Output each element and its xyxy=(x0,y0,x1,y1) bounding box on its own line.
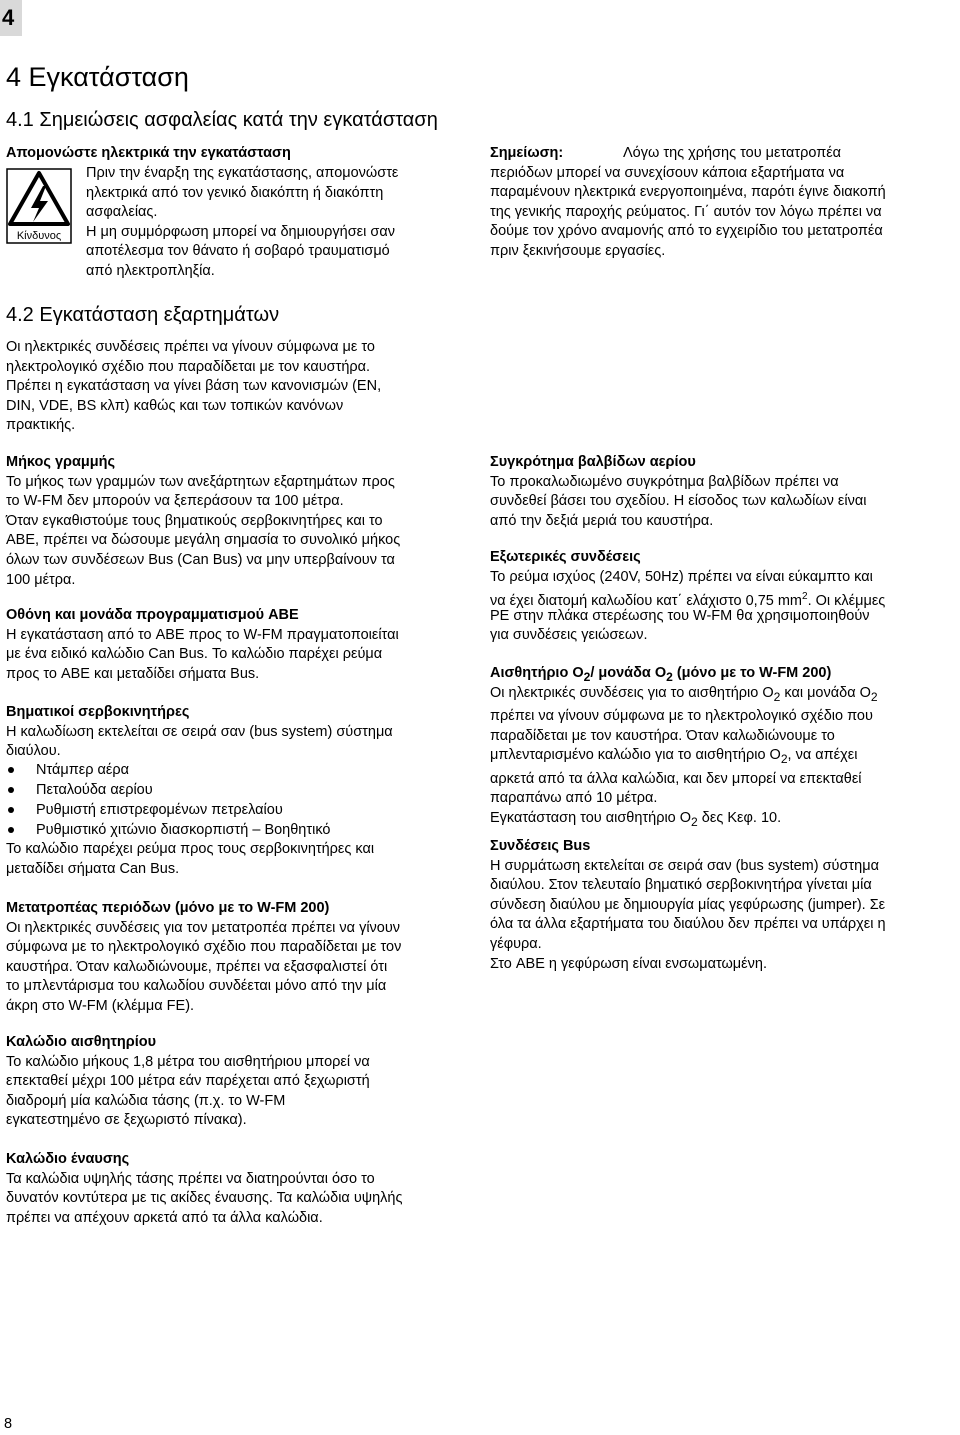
list-item xyxy=(6,780,330,800)
page-number: 8 xyxy=(4,1416,13,1432)
list-item-label: Ρυθμιστή επιστρεφομένων πετρελαίου xyxy=(36,802,283,818)
subscript: 2 xyxy=(666,669,673,684)
display-unit-text: Η εγκατάσταση από το ABE προς το W-FM πραγματοποιείται με ένα ειδικό καλώδιο Can Bus. Το καλώδιο παρέχει ρεύμα προς το ABE και μεταδίδει σήματα Bus. xyxy=(6,626,399,682)
bullet-icon xyxy=(8,827,14,833)
text-span: (μόνο με το W-FM 200) xyxy=(672,665,832,681)
text-line xyxy=(490,684,955,707)
sensor-cable-heading: Καλώδιο αισθητηρίου xyxy=(6,1034,157,1050)
text-span: . Οι κλέμμες xyxy=(807,593,886,610)
sensor-cable-text: Το καλώδιο μήκους 1,8 μέτρα του αισθητήριου μπορεί να επεκταθεί μέχρι 100 μέτρα εάν παρέχεται από ξεχωριστή διαδρομή μία καλώδια τάσης (π.χ. το W-FM εγκατεστημένο σε ξεχωριστό πίνακα). xyxy=(6,1053,370,1129)
ignition-cable-heading: Καλώδιο έναυσης xyxy=(6,1151,130,1167)
chapter-tab: 4 xyxy=(0,0,22,36)
servomotor-list xyxy=(6,760,330,840)
list-item xyxy=(6,820,330,840)
subscript: 2 xyxy=(780,752,788,767)
external-connections-text xyxy=(490,568,955,612)
text-line xyxy=(490,809,955,832)
chapter-title: 4 Εγκατάσταση xyxy=(6,62,189,92)
subscript: 2 xyxy=(870,689,878,704)
external-connections-heading: Εξωτερικές συνδέσεις xyxy=(490,549,641,565)
bus-connections-heading: Συνδέσεις Bus xyxy=(490,838,591,854)
superscript: 2 xyxy=(802,591,808,603)
section-4-2-intro: Οι ηλεκτρικές συνδέσεις πρέπει να γίνουν σύμφωνα με το ηλεκτρολογικό σχέδιο που παραδίδεται με τον καυστήρα. Πρέπει η εγκατάσταση να γίνει βάση των κανονισμών (EN, DIN, VDE, BS κλπ) καθώς και των τοπικών κανόνων πρακτικής. xyxy=(6,339,382,434)
text-span: μπλενταρισμένο καλώδιο για το αισθητήριο O xyxy=(490,747,781,764)
text-span: δες Κεφ. 10. xyxy=(697,809,782,826)
section-heading-4-2: 4.2 Εγκατάσταση εξαρτημάτων xyxy=(6,304,280,326)
text-line: Το ρεύμα ισχύος (240V, 50Hz) πρέπει να είναι εύκαμπτο και xyxy=(490,568,873,585)
warning-icon-label: Κίνδυνος xyxy=(16,230,62,242)
note-first-line: Λόγω της χρήσης του μετατροπέα xyxy=(623,145,842,161)
line-length-heading: Μήκος γραμμής xyxy=(6,454,116,470)
line-length-text: Το μήκος των γραμμών των ανεξάρτητων εξαρτημάτων προς το W-FM δεν μπορούν να ξεπεράσουν τα 100 μέτρα. Όταν εγκαθιστούμε τους βηματικούς σερβοκινητήρες και το ABE, πρέπει να δώσουμε μεγάλη σημασία το συνολικό μήκος όλων των συνδέσεων Bus (Can Bus) να μην υπερβαίνουν τα 100 μέτρα. xyxy=(6,473,401,588)
text-span: Εγκατάσταση του αισθητήριο O xyxy=(490,809,692,826)
servomotors-heading: Βηματικοί σερβοκινητήρες xyxy=(6,704,190,720)
text-line: πρέπει να γίνουν σύμφωνα με το ηλεκτρολογικό σχέδιο που xyxy=(490,708,873,725)
text-span: να έχει διατομή καλωδίου κατ΄ ελάχιστο 0,75 mm xyxy=(490,593,803,610)
bullet-icon xyxy=(8,807,14,813)
bullet-icon xyxy=(8,767,14,773)
note-label: Σημείωση: xyxy=(490,145,564,161)
list-item-label: Ρυθμιστικό χιτώνιο διασκορπιστή – Βοηθητικό xyxy=(36,822,331,838)
external-connections-rest: PE στην πλάκα στερέωσης του W-FM θα χρησιμοποιηθούν για συνδέσεις γειώσεων. xyxy=(490,607,870,644)
list-item xyxy=(6,760,330,780)
text-span: Αισθητήριο O xyxy=(490,665,584,681)
text-span: / μονάδα O xyxy=(590,665,667,681)
high-voltage-warning-icon xyxy=(6,168,72,244)
frequency-converter-heading: Μετατροπέας περιόδων (μόνο με το W-FM 200) xyxy=(6,900,330,916)
text-line xyxy=(490,746,955,769)
list-item-label: Πεταλούδα αερίου xyxy=(36,782,153,798)
bullet-icon xyxy=(8,787,14,793)
section-heading-4-1: 4.1 Σημειώσεις ασφαλείας κατά την εγκατάσταση xyxy=(6,109,438,131)
bus-connections-text: Η συρμάτωση εκτελείται σε σειρά σαν (bus system) σύστημα διαύλου. Στον τελευταίο βηματικό σερβοκινητήρα γίνεται μία σύνδεση διαύλου με δημιουργία μίας γεφύρωσης (jumper). Σε όλα τα άλλα εξαρτήματα του διαύλου δεν πρέπει να υπάρχει η γέφυρα. Στο ABE η γεφύρωση είναι ενσωματωμένη. xyxy=(490,857,886,972)
text-line: παραδίδεται με τον καυστήρα. Όταν καλωδιώνουμε το xyxy=(490,727,835,744)
servomotors-text: Η καλωδίωση εκτελείται σε σειρά σαν (bus system) σύστημα διαύλου. xyxy=(6,723,393,760)
text-span: , να απέχει xyxy=(787,747,858,764)
display-unit-heading: Οθόνη και μονάδα προγραμματισμού ABE xyxy=(6,607,299,623)
o2-sensor-text xyxy=(490,684,955,833)
gas-valves-text: Το προκαλωδιωμένο συγκρότημα βαλβίδων πρέπει να συνδεθεί βάσει του σχεδίου. Η είσοδος των καλωδίων είναι από την δεξιά μεριά του καυστήρα. xyxy=(490,473,867,529)
text-line: παραπάνω από 10 μέτρα. xyxy=(490,790,658,807)
gas-valves-heading: Συγκρότημα βαλβίδων αερίου xyxy=(490,454,696,470)
warning-text: Πριν την έναρξη της εγκατάστασης, απομονώστε ηλεκτρικά από τον γενικό διακόπτη ή διακόπτη ασφαλείας. Η μη συμμόρφωση μπορεί να δημιουργήσει σαν αποτέλεσμα τον θάνατο ή σοβαρό τραυματισμό από ηλεκτροπληξία. xyxy=(86,165,399,279)
text-span: Οι ηλεκτρικές συνδέσεις για το αισθητήριο O xyxy=(490,684,774,701)
note-text: περιόδων μπορεί να συνεχίσουν κάποια εξαρτήματα να παραμένουν ηλεκτρικά ενεργοποιημένα, παρότι έγινε διακοπή της γενικής παροχής ρεύματος. Γι΄ αυτόν τον λόγω πρέπει να δούμε τον χρόνο αναμονής από το εγχειρίδιο του μετατροπέα πριν ξεκινήσουμε εργασίες. xyxy=(490,164,886,259)
text-line: αρκετά από τα άλλα καλώδια, και δεν μπορεί να επεκταθεί xyxy=(490,770,862,787)
subscript: 2 xyxy=(773,689,781,704)
servomotors-after-text: Το καλώδιο παρέχει ρεύμα προς τους σερβοκινητήρες και μεταδίδει σήματα Can Bus. xyxy=(6,841,375,877)
isolate-heading: Απομονώστε ηλεκτρικά την εγκατάσταση xyxy=(6,145,291,161)
subscript: 2 xyxy=(691,814,698,829)
ignition-cable-text: Τα καλώδια υψηλής τάσης πρέπει να διατηρούνται όσο το δυνατόν κοντύτερα με τις ακίδες έναυσης. Τα καλώδια υψηλής πρέπει να απέχουν αρκετά από τα άλλα καλώδια. xyxy=(6,1170,403,1226)
frequency-converter-text: Οι ηλεκτρικές συνδέσεις για τον μετατροπέα πρέπει να γίνουν σύμφωνα με το ηλεκτρολογικό σχέδιο που παραδίδεται με τον καυστήρα. Όταν καλωδιώνουμε, πρέπει να εξασφαλιστεί ότι το μπλεντάρισμα του καλωδίου συνδέεται μόνο από την μία άκρη στο W-FM (κλέμμα FE). xyxy=(6,919,402,1014)
text-span: και μονάδα O xyxy=(780,684,871,701)
subscript: 2 xyxy=(583,669,591,684)
list-item xyxy=(6,800,330,820)
list-item-label: Ντάμπερ αέρα xyxy=(36,762,129,778)
